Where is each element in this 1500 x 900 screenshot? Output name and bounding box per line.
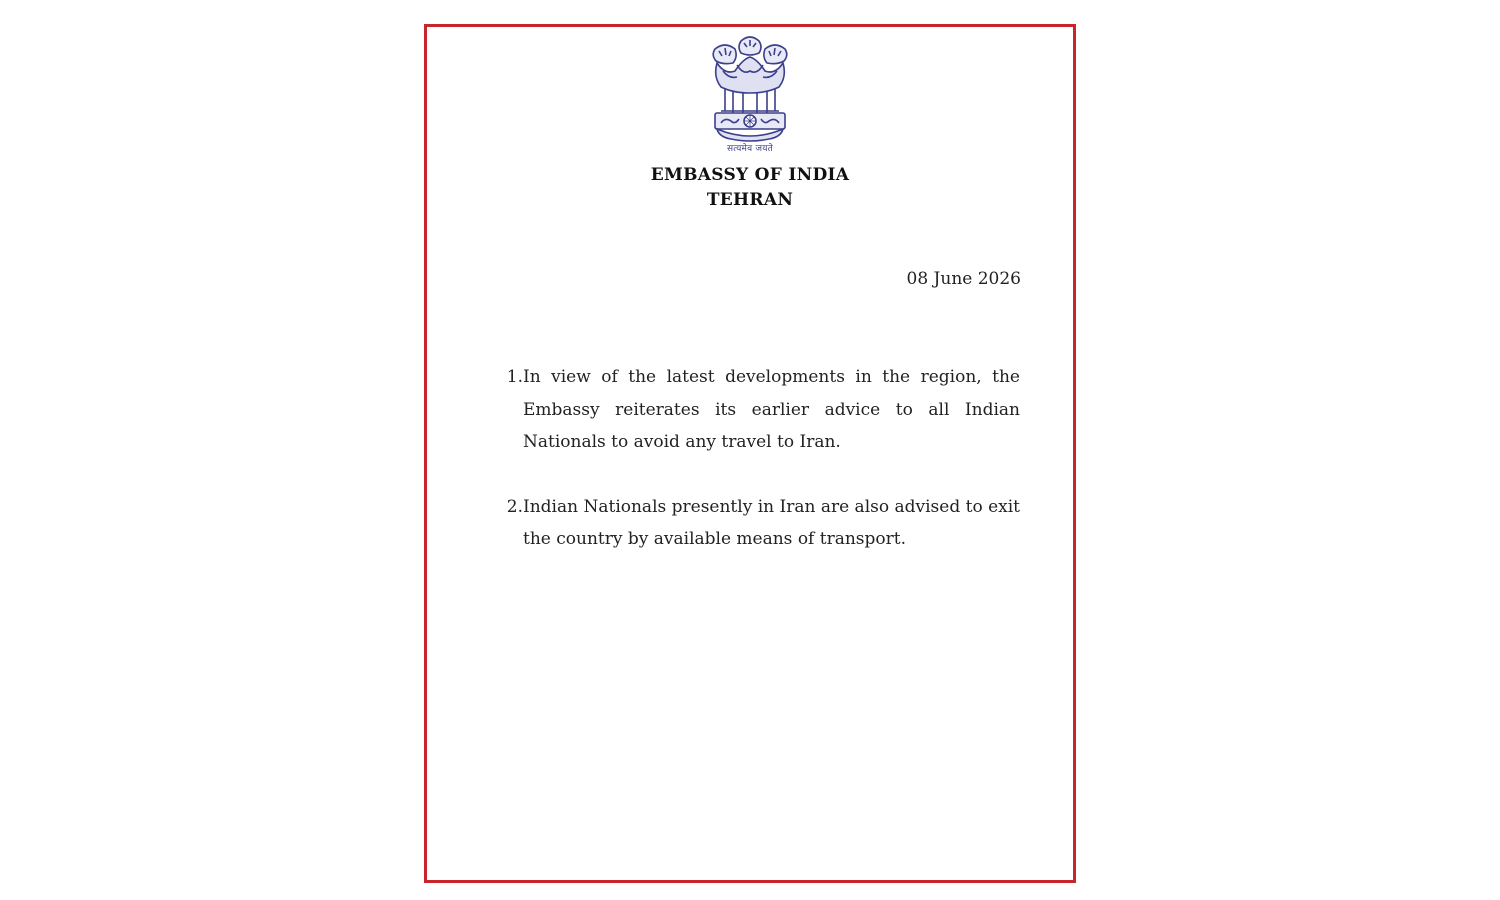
point-number: 2. — [506, 496, 523, 517]
point-number: 1. — [506, 367, 523, 387]
point-text: In view of the latest developments in the region, the Embassy reiterates its earlier advice to all Indian Nationals to avoid any travel to Iran. — [523, 367, 1020, 452]
state-emblem-of-india-icon — [707, 31, 793, 153]
embassy-city: TEHRAN — [706, 190, 794, 210]
emblem-motto: सत्यमेव जयते — [727, 144, 773, 154]
advisory-point — [495, 361, 1020, 459]
advisory-points-list — [495, 361, 1020, 588]
point-text: Indian Nationals presently in Iran are also advised to exit the country by available means of transport. — [523, 496, 1021, 549]
document-page — [424, 24, 1076, 883]
embassy-name: EMBASSY OF INDIA — [650, 165, 850, 185]
document-date: 08 June 2026 — [906, 269, 1021, 289]
advisory-point — [495, 491, 1020, 556]
